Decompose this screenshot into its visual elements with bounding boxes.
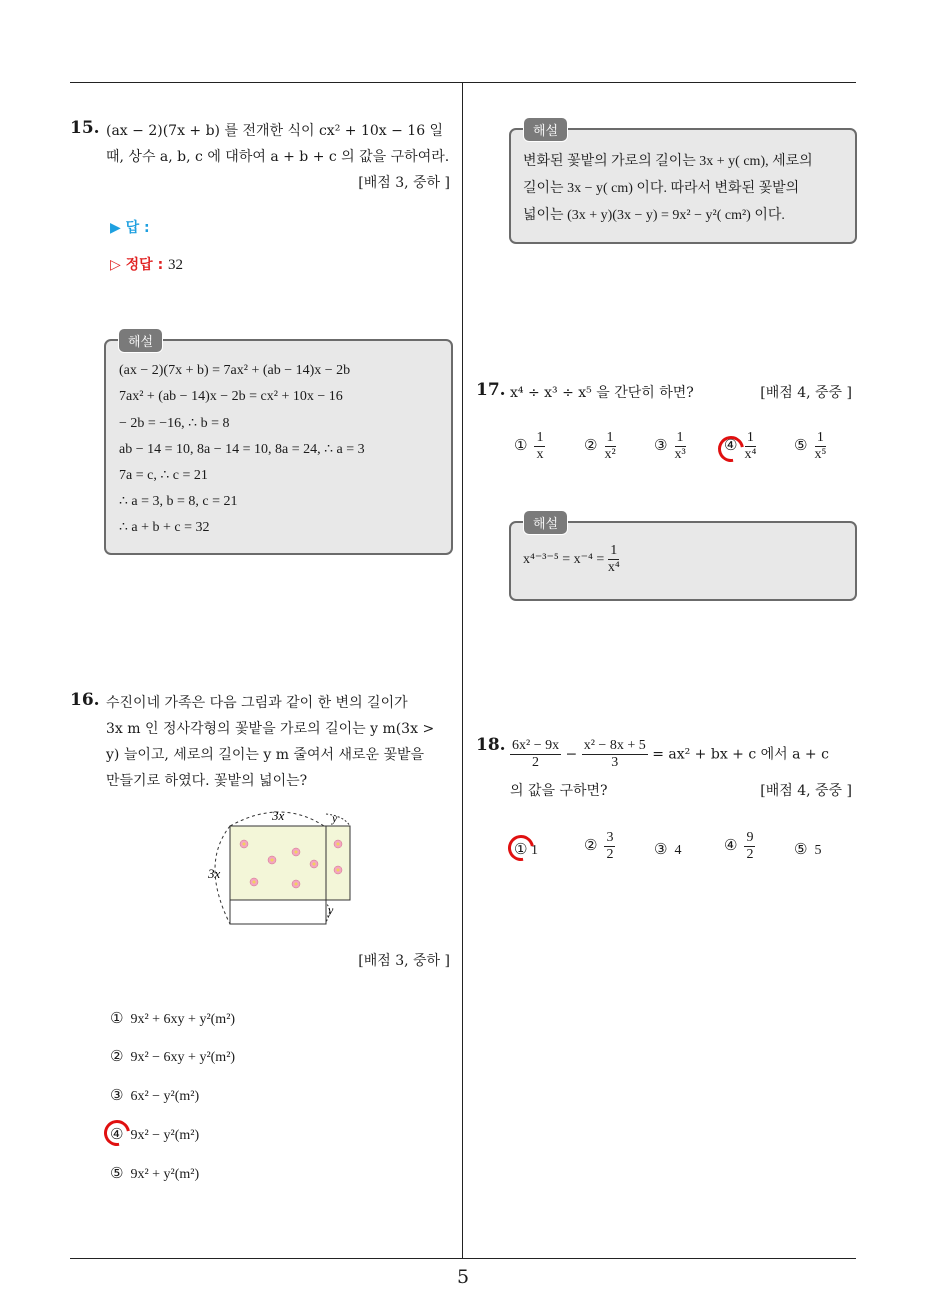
explanation-tag: 해설	[523, 510, 568, 535]
choice-2[interactable]: ② $\frac{3}{2}$	[584, 830, 614, 863]
question-text-line: 만들기로 하였다. 꽃밭의 넓이는?	[106, 773, 308, 789]
choice-1[interactable]: ① 9x² + 6xy + y²(m²)	[110, 1009, 236, 1027]
answer-mark-circle	[99, 1115, 135, 1151]
question-number: 18.	[476, 735, 506, 755]
question-text-line: (ax − 2)(7x + b) 를 전개한 식이 cx² + 10x − 16 일	[106, 123, 444, 139]
question-text-line: 수진이네 가족은 다음 그림과 같이 한 변의 길이가	[106, 695, 408, 711]
y-top-arc	[326, 814, 350, 826]
question-number: 17.	[476, 380, 506, 400]
choice-3[interactable]: ③ $\frac{1}{\text{x³}}$	[654, 430, 686, 463]
choice-2[interactable]: ② $\frac{1}{\text{x²}}$	[584, 430, 616, 463]
correct-answer-value: 32	[168, 257, 184, 273]
question-number: 15.	[70, 118, 100, 138]
choice-3[interactable]: ③ 4	[654, 840, 682, 858]
score-label: [배점 4, 중중 ]	[760, 385, 852, 401]
explanation-line: x⁴⁻³⁻⁵ = x⁻⁴ = $\frac{1}{\text{x⁴}}$	[523, 543, 620, 576]
explanation-box	[509, 517, 857, 601]
answer-mark-circle	[503, 830, 539, 866]
explanation-box	[104, 335, 453, 555]
explanation-tag: 해설	[118, 328, 163, 353]
question-text-line: y) 늘이고, 세로의 길이는 y m 줄여서 새로운 꽃밭을	[106, 747, 425, 763]
question-text: x⁴ ÷ x³ ÷ x⁵ 을 간단히 하면?	[510, 385, 694, 401]
choice-4[interactable]: ④ 9x² − y²(m²)	[110, 1125, 200, 1143]
flower-bed-figure	[196, 800, 366, 932]
choice-3[interactable]: ③ 6x² − y²(m²)	[110, 1086, 200, 1104]
choice-1[interactable]: ① 1	[514, 840, 538, 858]
y-side-label: y	[328, 903, 334, 917]
question-text-line: 때, 상수 a, b, c 에 대하여 a + b + c 의 값을 구하여라.	[106, 149, 450, 165]
explanation-box	[509, 124, 857, 244]
choice-4[interactable]: ④ $\frac{1}{\text{x⁴}}$	[724, 430, 757, 463]
choice-5[interactable]: ⑤ 5	[794, 840, 822, 858]
question-number: 16.	[70, 690, 100, 710]
explanation-line: 길이는 3x − y( cm) 이다. 따라서 변화된 꽃밭의	[523, 181, 800, 196]
side-label: 3x	[208, 866, 221, 881]
explanation-line: ab − 14 = 10, 8a − 14 = 10, 8a = 24, ∴ a = 3	[119, 442, 365, 457]
explanation-tag: 해설	[523, 117, 568, 142]
bottom-rule	[70, 1258, 856, 1259]
choice-5[interactable]: ⑤ 9x² + y²(m²)	[110, 1164, 200, 1182]
explanation-line: 변화된 꽃밭의 가로의 길이는 3x + y( cm), 세로의	[523, 154, 813, 169]
question-text-line: 의 값을 구하면?	[510, 783, 608, 799]
top-rule	[70, 82, 856, 83]
column-divider	[462, 82, 463, 1258]
choice-4[interactable]: ④ $\frac{9}{2}$	[724, 830, 754, 863]
question-text-line: 3x m 인 정사각형의 꽃밭을 가로의 길이는 y m(3x >	[106, 721, 435, 737]
y-top-label: y	[332, 811, 338, 825]
score-label: [배점 3, 중하 ]	[358, 175, 450, 191]
explanation-line: ∴ a = 3, b = 8, c = 21	[119, 494, 238, 509]
score-label: [배점 3, 중하 ]	[358, 953, 450, 969]
top-label: 3x	[272, 808, 285, 823]
page-number: 5	[456, 1266, 470, 1288]
question-equation: $\frac{\text{6x² − 9x}}{2}$ − $\frac{\text{x² − 8x + 5}}{3}$ = ax² + bx + c 에서 a + c	[512, 738, 829, 771]
correct-answer-label: ▷ 정답 :	[110, 257, 164, 273]
score-label: [배점 4, 중중 ]	[760, 783, 852, 799]
choice-1[interactable]: ① $\frac{1}{x}$	[514, 430, 544, 463]
new-flower-bed	[230, 826, 350, 900]
choice-5[interactable]: ⑤ $\frac{1}{\text{x⁵}}$	[794, 430, 827, 463]
explanation-line: (ax − 2)(7x + b) = 7ax² + (ab − 14)x − 2b	[119, 363, 351, 378]
choice-2[interactable]: ② 9x² − 6xy + y²(m²)	[110, 1047, 236, 1065]
answer-label: ▶ 답 :	[110, 220, 150, 236]
explanation-line: ∴ a + b + c = 32	[119, 520, 210, 535]
explanation-line: 7ax² + (ab − 14)x − 2b = cx² + 10x − 16	[119, 389, 343, 404]
explanation-line: − 2b = −16, ∴ b = 8	[119, 416, 230, 431]
explanation-line: 7a = c, ∴ c = 21	[119, 468, 208, 483]
explanation-line: 넓이는 (3x + y)(3x − y) = 9x² − y²( cm²) 이다.	[523, 208, 785, 223]
